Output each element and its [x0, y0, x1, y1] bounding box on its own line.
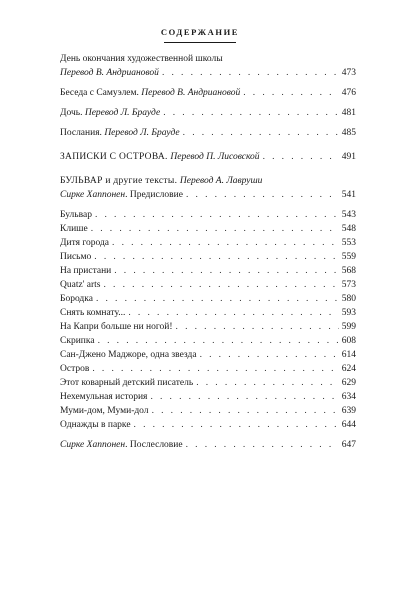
toc-entry-title: На пристани — [60, 266, 112, 276]
toc-leader-dots — [91, 222, 339, 236]
toc-entry-title: Клише — [60, 224, 88, 234]
toc-entry — [60, 236, 356, 250]
toc-item-list — [60, 208, 356, 432]
toc-entry-title: Остров — [60, 364, 90, 374]
toc-entry-title: . Послесловие — [125, 440, 183, 450]
toc-entry — [60, 306, 356, 320]
toc-leader-dots — [163, 106, 339, 120]
toc-entry — [60, 150, 356, 164]
toc-page-number: 568 — [341, 266, 356, 276]
toc-leader-dots — [186, 438, 339, 452]
page-header: СОДЕРЖАНИЕ — [160, 27, 240, 37]
toc-page-number: 639 — [341, 406, 356, 416]
toc-entry-title: День окончания художественной школы — [60, 54, 223, 64]
toc-page-number: 573 — [341, 280, 356, 290]
toc-entry-title: Этот коварный детский писатель — [60, 378, 194, 388]
toc-entry — [60, 222, 356, 236]
toc-leader-dots — [263, 150, 339, 164]
toc-page-number: 541 — [341, 190, 356, 200]
toc-page-number: 608 — [341, 336, 356, 346]
toc-entry-title: Бородка — [60, 294, 93, 304]
toc-entry-title: Муми-дом, Муми-дол — [60, 406, 149, 416]
toc-page-number: 614 — [341, 350, 356, 360]
toc-page-number: 553 — [341, 238, 356, 248]
toc-entry-title: Бульвар — [60, 210, 92, 220]
toc-entry — [60, 66, 356, 80]
toc-entry-title: . Предисловие — [125, 190, 183, 200]
toc-entry-title: Снять комнату... — [60, 308, 126, 318]
toc-entry-title: На Капри больше ни ногой! — [60, 322, 173, 332]
toc-leader-dots — [196, 376, 339, 390]
toc-page-number: 543 — [341, 210, 356, 220]
toc-leader-dots — [150, 390, 338, 404]
toc-entry-title: Однажды в парке — [60, 420, 131, 430]
toc-entry-title: Нехемульная история — [60, 392, 148, 402]
toc-leader-dots — [186, 188, 339, 202]
toc-page-number: 647 — [341, 440, 356, 450]
toc-leader-dots — [112, 236, 339, 250]
toc-leader-dots — [104, 278, 339, 292]
toc-leader-dots — [92, 362, 338, 376]
toc-section-heading — [60, 174, 356, 188]
toc-page-number: 629 — [341, 378, 356, 388]
toc-leader-dots — [128, 306, 338, 320]
toc-entry — [60, 376, 356, 390]
toc-leader-dots — [200, 348, 339, 362]
toc-leader-dots — [94, 250, 338, 264]
toc-page-number: 593 — [341, 308, 356, 318]
toc-page-number: 491 — [341, 152, 356, 162]
toc-entry-translator: Перевод В. Андриановой — [60, 68, 159, 78]
toc-entry — [60, 390, 356, 404]
toc-entry-title: Дитя города — [60, 238, 110, 248]
toc-leader-dots — [98, 334, 339, 348]
toc-entry — [60, 250, 356, 264]
toc-entry — [60, 278, 356, 292]
toc-leader-dots — [243, 86, 339, 100]
toc-entry — [60, 188, 356, 202]
toc-entry — [60, 320, 356, 334]
toc-entry-translator: Перевод А. Лавруши — [179, 176, 263, 186]
toc-leader-dots — [96, 292, 339, 306]
toc-entry — [60, 418, 356, 432]
toc-entry-author: Сирке Хаппонен — [60, 440, 126, 450]
toc-entry-title: Беседа с Самуэлем. — [60, 88, 142, 98]
toc-page-number: 599 — [341, 322, 356, 332]
toc-page-number: 624 — [341, 364, 356, 374]
toc-page-number: 485 — [341, 128, 356, 138]
toc-entry-title: Quatz' arts — [60, 280, 101, 290]
toc-entry-title: Дочь. — [60, 108, 85, 118]
toc-entry-translator: Перевод П. Лисовской — [170, 152, 260, 162]
toc-entry — [60, 438, 356, 452]
table-of-contents — [60, 52, 356, 452]
toc-entry-title: Сан-Джено Маджоре, одна звезда — [60, 350, 197, 360]
toc-leader-dots — [134, 418, 339, 432]
toc-leader-dots — [162, 66, 339, 80]
toc-page-number: 481 — [341, 108, 356, 118]
toc-page-number: 580 — [341, 294, 356, 304]
toc-entry — [60, 404, 356, 418]
toc-leader-dots — [95, 208, 339, 222]
toc-page-number: 559 — [341, 252, 356, 262]
toc-leader-dots — [152, 404, 339, 418]
toc-page-number: 548 — [341, 224, 356, 234]
toc-entry — [60, 86, 356, 100]
toc-entry — [60, 106, 356, 120]
toc-page-number: 634 — [341, 392, 356, 402]
toc-page-number: 473 — [341, 68, 356, 78]
toc-leader-dots — [176, 320, 339, 334]
toc-entry — [60, 208, 356, 222]
toc-entry-translator: Перевод Л. Брауде — [84, 108, 161, 118]
toc-leader-dots — [183, 126, 339, 140]
toc-entry-title: Скрипка — [60, 336, 95, 346]
toc-entry-title: Послания. — [60, 128, 105, 138]
toc-entry — [60, 126, 356, 140]
toc-entry — [60, 334, 356, 348]
toc-entry-author: Сирке Хаппонен — [60, 190, 126, 200]
toc-entry-translator: Перевод Л. Брауде — [104, 128, 180, 138]
toc-entry — [60, 264, 356, 278]
toc-entry-title: БУЛЬВАР и другие тексты. — [60, 176, 180, 186]
header-rule — [164, 42, 236, 43]
toc-entry-title: ЗАПИСКИ С ОСТРОВА. — [60, 152, 171, 162]
toc-entry — [60, 362, 356, 376]
toc-entry — [60, 348, 356, 362]
toc-entry-translator: Перевод В. Андриановой — [141, 88, 241, 98]
toc-leader-dots — [114, 264, 339, 278]
toc-page-number: 644 — [341, 420, 356, 430]
toc-page-number: 476 — [341, 88, 356, 98]
toc-entry-title: Письмо — [60, 252, 92, 262]
toc-entry — [60, 292, 356, 306]
